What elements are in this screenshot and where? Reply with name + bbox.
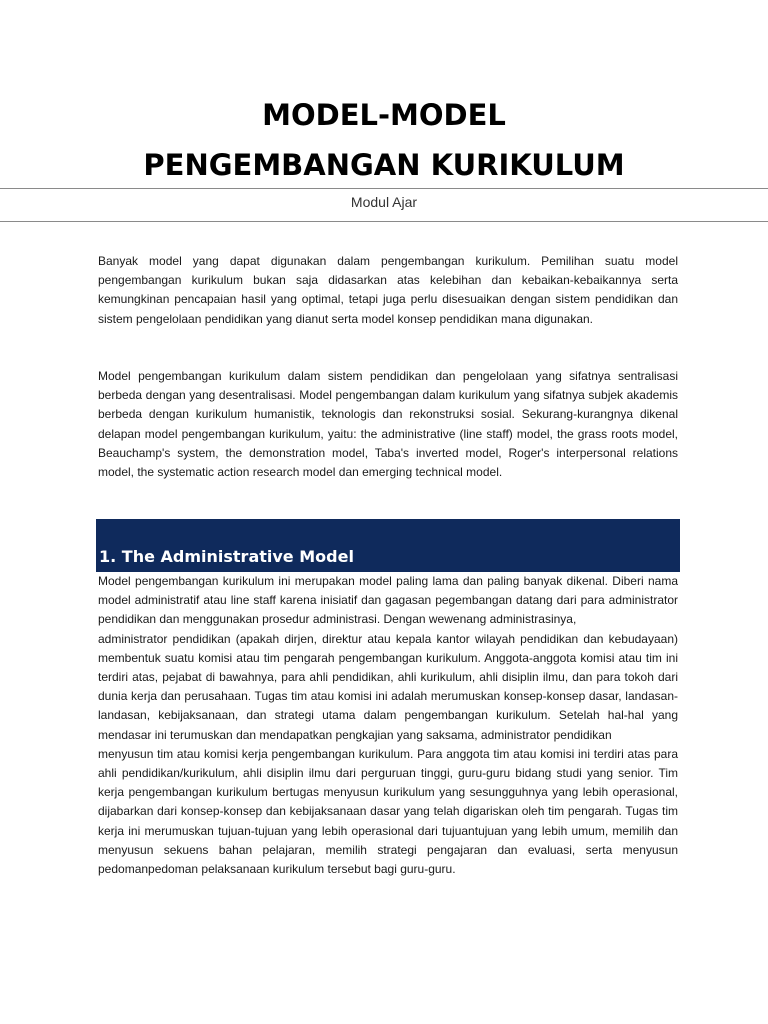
document-title-line-2: PENGEMBANGAN KURIKULUM <box>143 148 625 182</box>
section-body-line: Model pengembangan kurikulum ini merupakan model paling lama dan paling banyak dikenal. Diberi nama model administratif atau line staff karena inisiatif dan gagasan pegembangan datang dari para administrator pendidikan dan menggunakan prosedur administrasi. Dengan wewenang administrasinya, <box>98 574 678 627</box>
section-body-line: menyusun tim atau komisi kerja pengembangan kurikulum. Para anggota tim atau komisi ini terdiri atas para ahli pendidikan/kurikulum, ahli disiplin ilmu dari perguruan tinggi, guru-guru bidang studi yang senior. Tim kerja pengembangan kurikulum bertugas menyusun kurikulum yang sesungguhnya yang lebih operasional, dijabarkan dari konsep-konsep dan kebijaksanaan dasar yang telah digariskan oleh tim pengarah. Tugas tim kerja ini merumuskan tujuan-tujuan yang lebih operasional dari tujuantujuan yang lebih umum, memilih dan menyusun sekuens bahan pelajaran, memilih strategi pengajaran dan evaluasi, serta menyusun pedomanpedoman pelaksanaan kurikulum tersebut bagi guru-guru. <box>98 746 678 877</box>
title-divider-top <box>0 188 768 189</box>
document-title-line-1: MODEL-MODEL <box>262 98 506 132</box>
intro-paragraph: Banyak model yang dapat digunakan dalam pengembangan kurikulum. Pemilihan suatu model pengembangan kurikulum bukan saja didasarkan atas kelebihan dan kebaikan-kebaikannya serta kemungkinan pencapaian hasil yang optimal, tetapi juga perlu disesuaikan dengan sistem pendidikan dan sistem pengelolaan pendidikan yang dianut serta model konsep pendidikan mana digunakan. <box>98 254 678 326</box>
models-overview-paragraph: Model pengembangan kurikulum dalam sistem pendidikan dan pengelolaan yang sifatnya sentralisasi berbeda dengan yang desentralisasi. Model pengembangan dalam kurikulum yang sifatnya subjek akademis berbeda dengan kurikulum humanistik, teknologis dan rekonstruksi sosial. Sekurang-kurangnya dikenal delapan model pengembangan kurikulum, yaitu: the administrative (line staff) model, the grass roots model, Beauchamp's system, the demonstration model, Taba's inverted model, Roger's interpersonal relations model, the systematic action research model dan emerging technical model. <box>98 369 678 480</box>
section-body-line: administrator pendidikan (apakah dirjen, direktur atau kepala kantor wilayah pendidikan dan kebudayaan) membentuk suatu komisi atau tim pengarah pengembangan kurikulum. Anggota-anggota komisi atau tim ini terdiri atas, pejabat di bawahnya, para ahli pendidikan, ahli kurikulum, ahli disiplin ilmu, dan para tokoh dari dunia kerja dan perusahaan. Tugas tim atau komisi ini adalah merumuskan konsep-konsep dasar, landasan-landasan, kebijaksanaan, dan strategi utama dalam pengembangan kurikulum. Setelah hal-hal yang mendasar ini terumuskan dan mendapatkan pengkajian yang saksama, administrator pendidikan <box>98 631 678 742</box>
section-header-bar <box>96 519 680 572</box>
section-heading: 1. The Administrative Model <box>99 547 354 566</box>
title-divider-bottom <box>0 221 768 222</box>
document-subtitle: Modul Ajar <box>350 194 418 210</box>
section-body <box>98 572 678 879</box>
